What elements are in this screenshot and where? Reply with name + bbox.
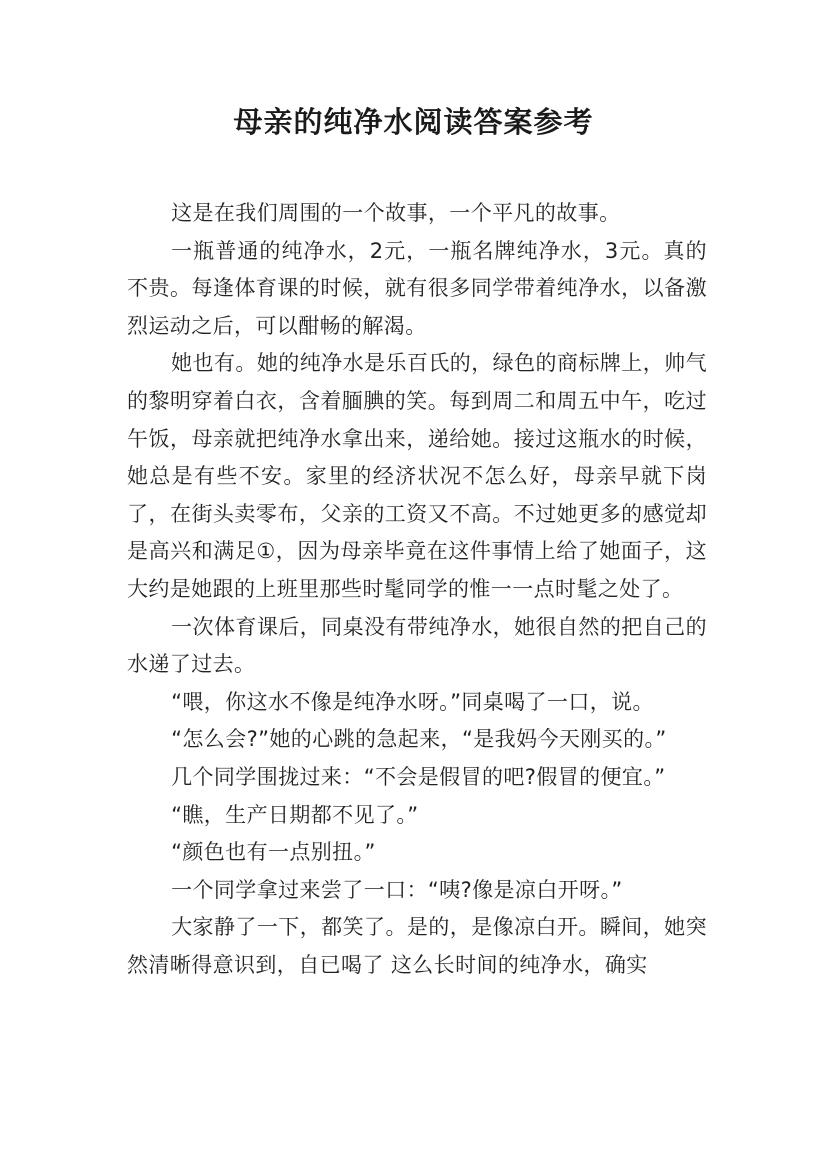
article-body [127,195,707,984]
paragraph: 这是在我们周围的一个故事，一个平凡的故事。 [171,201,621,225]
paragraph: 一次体育课后，同桌没有带纯净水，她很自然的把自己的水递了过去。 [127,614,707,677]
paragraph: “瞧，生产日期都不见了。” [171,802,419,827]
paragraph: “怎么会?”她的心跳的急起来，“是我妈今天刚买的。” [171,727,667,752]
paragraph: 她也有。她的纯净水是乐百氏的，绿色的商标牌上，帅气的黎明穿着白衣，含着腼腆的笑。每到周二和周五中午，吃过午饭，母亲就把纯净水拿出来，递给她。接过这瓶水的时候，她总是有些不安。家里的经济状况不怎么好，母亲早就下岗了，在街头卖零布，父亲的工资又不高。不过她更多的感觉却是高兴和满足①，因为母亲毕竟在这件事情上给了她面子，这大约是她跟的上班里那些时髦同学的惟一一点时髦之处了。 [127,351,707,601]
paragraph: 一个同学拿过来尝了一口：“咦?像是凉白开呀。” [171,877,623,902]
paragraph: “喂，你这水不像是纯净水呀。”同桌喝了一口，说。 [171,689,654,714]
paragraph: 大家静了一下，都笑了。是的，是像凉白开。瞬间，她突然清晰得意识到，自已喝了 这么长时间的纯净水，确实 [127,915,707,977]
page-title: 母亲的纯净水阅读答案参考 [233,105,594,139]
paragraph: “颜色也有一点别扭。” [171,840,376,865]
paragraph: 一瓶普通的纯净水，2元，一瓶名牌纯净水，3元。真的不贵。每逢体育课的时候，就有很多同学带着纯净水，以备激烈运动之后，可以酣畅的解渴。 [127,238,707,338]
paragraph: 几个同学围拢过来：“不会是假冒的吧?假冒的便宜。” [171,764,666,789]
